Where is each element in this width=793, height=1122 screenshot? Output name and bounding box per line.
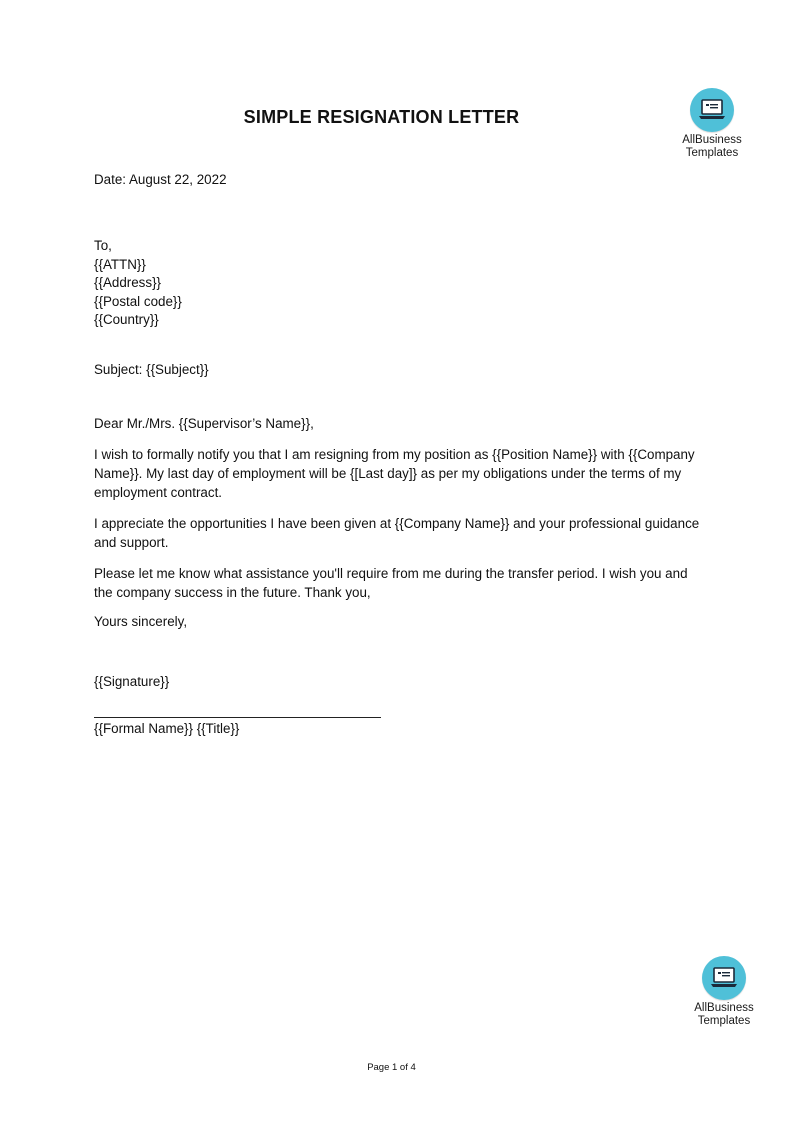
signature-line [94, 717, 381, 718]
recipient-line: {{ATTN}} [94, 256, 146, 272]
recipient-line: To, [94, 238, 112, 253]
logo-text-line1: AllBusiness [694, 1002, 754, 1014]
recipient-line: {{Country}} [94, 312, 159, 327]
recipient-line: {{Postal code}} [94, 293, 182, 309]
brand-logo-top [677, 88, 747, 160]
letter-paragraph: I wish to formally notify you that I am resigning from my position as {{Position Name}} with {{Company Name}}. My last day of employment will be {[Last day]} as per my obligations under the terms of my employment contract. [94, 447, 695, 500]
page-number: Page 1 of 4 [367, 1062, 416, 1073]
letter-paragraph: Please let me know what assistance you'll require from me during the transfer period. I wish you and the company success in the future. Thank you, [94, 566, 688, 600]
logo-text-line1: AllBusiness [682, 134, 742, 146]
letter-salutation: Dear Mr./Mrs. {{Supervisor’s Name}}, [94, 416, 314, 431]
laptop-icon [702, 956, 746, 1000]
signature-placeholder: {{Signature}} [94, 674, 170, 689]
letter-paragraph: I appreciate the opportunities I have been given at {{Company Name}} and your professional guidance and support. [94, 516, 700, 550]
formal-name-title: {{Formal Name}} {{Title}} [94, 721, 240, 736]
recipient-line: {{Address}} [94, 275, 162, 290]
recipient-block [94, 237, 182, 330]
letter-date: Date: August 22, 2022 [94, 172, 227, 187]
document-title: SIMPLE RESIGNATION LETTER [243, 107, 520, 127]
letter-subject: Subject: {{Subject}} [94, 362, 209, 377]
letter-closing: Yours sincerely, [94, 614, 188, 629]
logo-text-line2: Templates [697, 1015, 751, 1027]
laptop-icon [690, 88, 734, 132]
brand-logo-bottom [689, 956, 759, 1028]
logo-text-line2: Templates [685, 147, 739, 159]
